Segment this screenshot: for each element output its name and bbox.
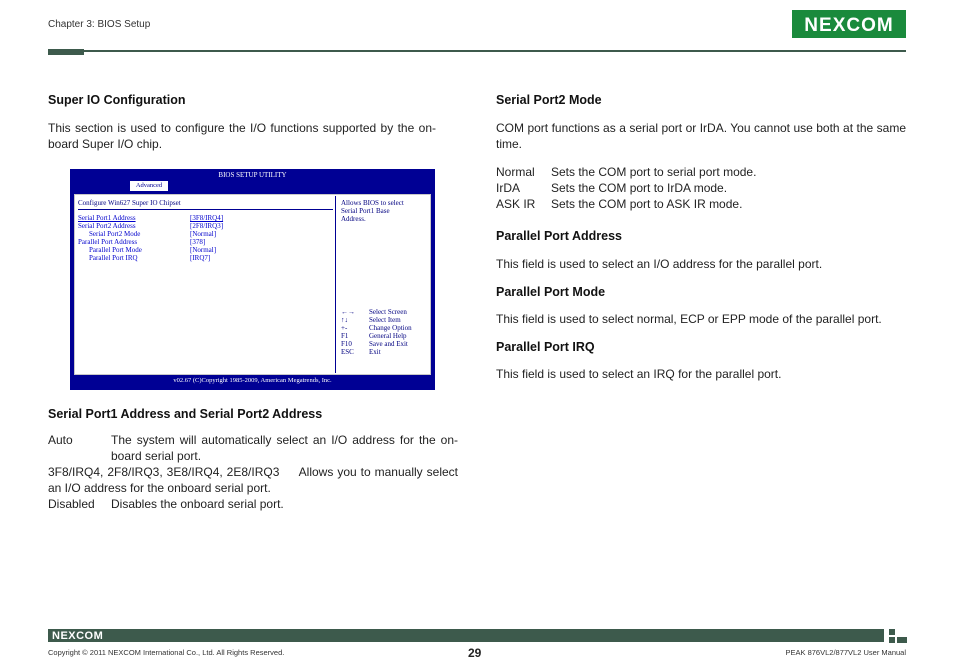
bios-key: F1: [341, 332, 349, 340]
bios-screenshot: [70, 169, 435, 390]
bios-menu-item[interactable]: [78, 230, 328, 238]
bios-item-label: Parallel Port Address: [78, 238, 138, 246]
bios-key-desc: Select Screen: [369, 308, 407, 316]
bios-key-desc: Save and Exit: [369, 340, 408, 348]
mode-desc: Sets the COM port to ASK IR mode.: [551, 197, 743, 211]
bios-key: ←→: [341, 308, 355, 316]
bios-key: ESC: [341, 348, 354, 356]
mode-term: IrDA: [496, 181, 520, 195]
footer-logo: NEXCOM: [52, 630, 104, 642]
bios-key-desc: Select Item: [369, 316, 401, 324]
page-number: 29: [468, 646, 482, 660]
bios-heading-rule: [78, 209, 333, 210]
footer-bar: [48, 629, 884, 642]
copyright-text: Copyright © 2011 NEXCOM International Co., Ltd. All Rights Reserved.: [48, 648, 285, 657]
def-desc: Allows you to manually select an I/O address for the onboard serial port.: [48, 465, 458, 495]
bios-item-value: [2F8/IRQ3]: [190, 222, 224, 230]
footer-squares-icon: [889, 629, 907, 643]
bios-item-label: Parallel Port IRQ: [89, 254, 138, 262]
bios-footer: v02.67 (C)Copyright 1985-2009, American Megatrends, Inc.: [173, 377, 332, 384]
mode-desc: Sets the COM port to serial port mode.: [551, 165, 757, 179]
bios-item-label: Serial Port1 Address: [78, 214, 136, 222]
bios-key: +-: [341, 324, 348, 332]
bios-key-row: [341, 324, 431, 332]
bios-item-value: [Normal]: [190, 230, 217, 238]
serial-address-title: Serial Port1 Address and Serial Port2 Address: [48, 407, 323, 421]
header-accent-bar: [48, 49, 84, 55]
pp-address-body: This field is used to select an I/O address for the parallel port.: [496, 257, 823, 271]
bios-item-value: [IRQ7]: [190, 254, 211, 262]
pp-irq-title: Parallel Port IRQ: [496, 340, 595, 354]
bios-divider: [335, 196, 336, 373]
def-row: [48, 464, 458, 496]
bios-help-text: [341, 199, 404, 223]
serial-address-definitions: [48, 432, 458, 512]
def-term: Auto: [48, 433, 73, 447]
logo-text: NEXCOM: [804, 15, 894, 36]
def-term: Disabled: [48, 497, 95, 511]
bios-item-label: Serial Port2 Address: [78, 222, 136, 230]
serial2-mode-title: Serial Port2 Mode: [496, 93, 602, 107]
nexcom-logo: [792, 10, 906, 38]
bios-menu-item[interactable]: [78, 254, 328, 262]
bios-key-row: [341, 332, 431, 340]
bios-title: BIOS SETUP UTILITY: [218, 171, 287, 179]
mode-desc: Sets the COM port to IrDA mode.: [551, 181, 728, 195]
bios-menu-item[interactable]: [78, 238, 328, 246]
bios-help-line: Serial Port1 Base: [341, 207, 390, 215]
bios-key-desc: Change Option: [369, 324, 412, 332]
def-desc: Disables the onboard serial port.: [111, 497, 284, 511]
pp-address-title: Parallel Port Address: [496, 229, 622, 243]
super-io-body: This section is used to configure the I/O functions supported by the on-board Super I/O chip.: [48, 121, 436, 151]
bios-menu-item[interactable]: [78, 214, 328, 222]
bios-key-desc: Exit: [369, 348, 381, 356]
serial2-mode-list: [496, 164, 756, 212]
bios-key: F10: [341, 340, 352, 348]
bios-menu-item[interactable]: [78, 222, 328, 230]
bios-tab-advanced: Advanced: [130, 181, 168, 191]
bios-key: ↑↓: [341, 316, 348, 324]
bios-help-line: Allows BIOS to select: [341, 199, 404, 207]
bios-key-row: [341, 308, 431, 316]
bios-key-legend: [341, 308, 431, 356]
mode-term: ASK IR: [496, 197, 536, 211]
bios-item-value: [378]: [190, 238, 206, 246]
pp-mode-body: This field is used to select normal, ECP or EPP mode of the parallel port.: [496, 312, 882, 326]
bios-key-row: [341, 340, 431, 348]
header-rule: [84, 50, 906, 52]
chapter-title: Chapter 3: BIOS Setup: [48, 19, 151, 30]
bios-help-line: Address.: [341, 215, 366, 223]
bios-item-list: [78, 214, 328, 262]
bios-key-row: [341, 316, 431, 324]
bios-key-desc: General Help: [369, 332, 407, 340]
bios-heading: Configure Win627 Super IO Chipset: [78, 199, 181, 207]
bios-key-row: [341, 348, 431, 356]
super-io-title: Super IO Configuration: [48, 93, 186, 107]
manual-title: PEAK 876VL2/877VL2 User Manual: [785, 648, 906, 657]
def-term: 3F8/IRQ4, 2F8/IRQ3, 3E8/IRQ4, 2E8/IRQ3: [48, 465, 280, 479]
pp-irq-body: This field is used to select an IRQ for the parallel port.: [496, 367, 782, 381]
pp-mode-title: Parallel Port Mode: [496, 285, 606, 299]
mode-term: Normal: [496, 165, 535, 179]
bios-item-value: [3F8/IRQ4]: [190, 214, 224, 222]
bios-item-value: [Normal]: [190, 246, 217, 254]
bios-item-label: Serial Port2 Mode: [89, 230, 141, 238]
serial2-mode-body: COM port functions as a serial port or IrDA. You cannot use both at the same time.: [496, 121, 906, 151]
bios-item-label: Parallel Port Mode: [89, 246, 142, 254]
bios-menu-item[interactable]: [78, 246, 328, 254]
def-desc: The system will automatically select an I/O address for the on-board serial port.: [111, 433, 458, 463]
